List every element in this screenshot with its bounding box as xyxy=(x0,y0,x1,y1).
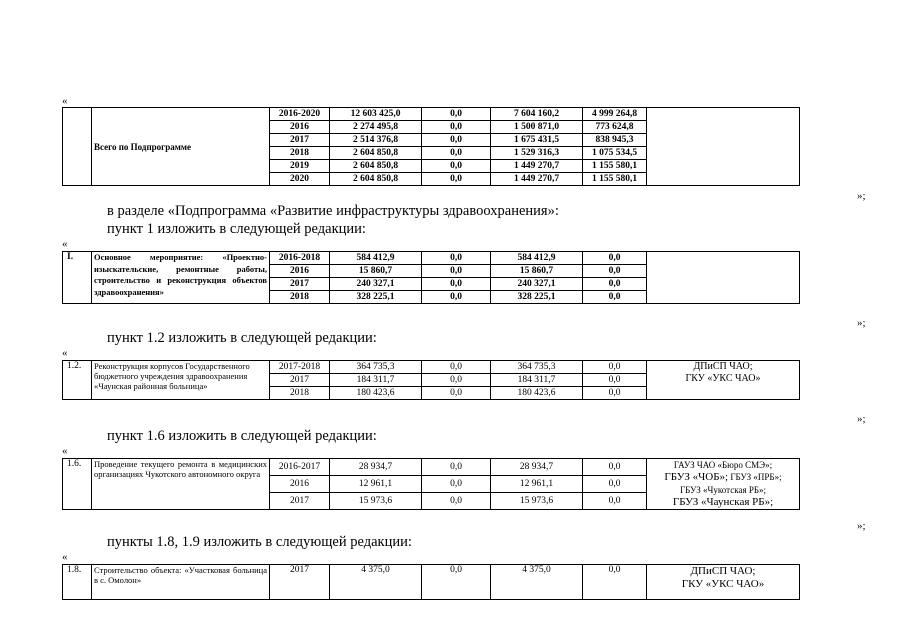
amount-federal-cell: 0,0 xyxy=(422,476,491,493)
table-row xyxy=(63,252,800,265)
amount-other-cell: 0,0 xyxy=(583,252,647,265)
amount-total-cell: 4 375,0 xyxy=(330,565,422,600)
executor-cell xyxy=(647,361,800,400)
amount-other-cell: 0,0 xyxy=(583,387,647,400)
period-cell: 2017 xyxy=(270,278,330,291)
amount-other-cell: 0,0 xyxy=(583,374,647,387)
amount-regional-cell: 4 375,0 xyxy=(491,565,583,600)
amount-total-cell: 2 604 850,8 xyxy=(330,147,422,160)
amount-federal-cell: 0,0 xyxy=(422,121,491,134)
amount-total-cell: 2 514 376,8 xyxy=(330,134,422,147)
amount-regional-cell: 328 225,1 xyxy=(491,291,583,304)
amount-total-cell: 584 412,9 xyxy=(330,252,422,265)
amount-other-cell: 0,0 xyxy=(583,459,647,476)
close-quote: »; xyxy=(857,413,866,425)
amount-total-cell: 2 274 495,8 xyxy=(330,121,422,134)
subprogram-total-table xyxy=(62,107,800,186)
amount-regional-cell: 180 423,6 xyxy=(491,387,583,400)
item-number: I. xyxy=(63,252,92,304)
open-quote: « xyxy=(62,238,68,250)
amount-federal-cell: 0,0 xyxy=(422,108,491,121)
executor-line xyxy=(649,459,797,471)
amount-total-cell: 328 225,1 xyxy=(330,291,422,304)
executor-cell xyxy=(647,252,800,304)
item-name: Проведение текущего ремонта в медицинских организациях Чукотского автономного округа xyxy=(92,459,270,510)
amount-federal-cell: 0,0 xyxy=(422,565,491,600)
amount-regional-cell: 12 961,1 xyxy=(491,476,583,493)
amount-regional-cell: 7 604 160,2 xyxy=(491,108,583,121)
amount-other-cell: 0,0 xyxy=(583,493,647,510)
item-number: 1.8. xyxy=(63,565,92,600)
period-cell: 2016 xyxy=(270,265,330,278)
amount-other-cell: 1 155 580,1 xyxy=(583,160,647,173)
amount-total-cell: 15 973,6 xyxy=(330,493,422,510)
executor-text: ДПиСП ЧАО; xyxy=(693,361,753,372)
period-cell: 2017 xyxy=(270,493,330,510)
amount-total-cell: 2 604 850,8 xyxy=(330,173,422,186)
amount-federal-cell: 0,0 xyxy=(422,252,491,265)
item-name: Строительство объекта: «Участковая больница в с. Омолон» xyxy=(92,565,270,600)
item16-table xyxy=(62,458,800,510)
amount-other-cell: 838 945,3 xyxy=(583,134,647,147)
open-quote: « xyxy=(62,347,68,359)
executor-cell xyxy=(647,565,800,600)
amount-other-cell: 0,0 xyxy=(583,476,647,493)
table-row xyxy=(63,108,800,121)
amount-other-cell: 4 999 264,8 xyxy=(583,108,647,121)
period-cell: 2018 xyxy=(270,387,330,400)
amount-regional-cell: 1 449 270,7 xyxy=(491,173,583,186)
executor-text: ГБУЗ «ПРБ»; xyxy=(728,472,782,482)
amount-federal-cell: 0,0 xyxy=(422,173,491,186)
period-cell: 2020 xyxy=(270,173,330,186)
executor-line xyxy=(649,496,797,509)
item-name: Основное мероприятие: «Проектно-изыскательские, ремонтные работы, строительство и реконструкция объектов здравоохранения» xyxy=(92,252,270,304)
period-cell: 2016-2018 xyxy=(270,252,330,265)
amount-regional-cell: 1 529 316,3 xyxy=(491,147,583,160)
executor-text: ГБУЗ «Чукотская РБ»; xyxy=(679,485,767,495)
amount-regional-cell: 15 860,7 xyxy=(491,265,583,278)
amount-total-cell: 180 423,6 xyxy=(330,387,422,400)
amount-regional-cell: 240 327,1 xyxy=(491,278,583,291)
item18-table xyxy=(62,564,800,600)
amount-other-cell: 1 075 534,5 xyxy=(583,147,647,160)
amount-federal-cell: 0,0 xyxy=(422,387,491,400)
open-quote: « xyxy=(62,551,68,563)
open-quote: « xyxy=(62,445,68,457)
executor-cell xyxy=(647,108,800,186)
close-quote: »; xyxy=(857,520,866,532)
item12-instruction-text: пункт 1.2 изложить в следующей редакции: xyxy=(107,330,377,346)
amount-federal-cell: 0,0 xyxy=(422,134,491,147)
amount-total-cell: 12 961,1 xyxy=(330,476,422,493)
amount-federal-cell: 0,0 xyxy=(422,291,491,304)
amount-federal-cell: 0,0 xyxy=(422,459,491,476)
amount-total-cell: 364 735,3 xyxy=(330,361,422,374)
item-name: Всего по Подпрограмме xyxy=(92,108,270,186)
amount-regional-cell: 184 311,7 xyxy=(491,374,583,387)
item1-table xyxy=(62,251,800,304)
item-number: 1.2. xyxy=(63,361,92,400)
period-cell: 2019 xyxy=(270,160,330,173)
amount-federal-cell: 0,0 xyxy=(422,278,491,291)
amount-regional-cell: 364 735,3 xyxy=(491,361,583,374)
executor-line: ГКУ «УКС ЧАО» xyxy=(681,578,765,590)
table-row xyxy=(63,459,800,476)
amount-regional-cell: 28 934,7 xyxy=(491,459,583,476)
period-cell: 2017 xyxy=(270,374,330,387)
executor-text: ГБУЗ «ЧОБ»; xyxy=(664,471,729,483)
table-row xyxy=(63,565,800,600)
item12-table xyxy=(62,360,800,400)
executor-text: ГАУЗ ЧАО «Бюро СМЭ»; xyxy=(673,460,773,470)
item-number xyxy=(63,108,92,186)
amount-regional-cell: 1 500 871,0 xyxy=(491,121,583,134)
executor-line xyxy=(649,361,797,373)
amount-federal-cell: 0,0 xyxy=(422,374,491,387)
executor-line xyxy=(649,471,797,484)
executor-line xyxy=(649,373,797,385)
amount-total-cell: 15 860,7 xyxy=(330,265,422,278)
amount-other-cell: 0,0 xyxy=(583,278,647,291)
amount-other-cell: 0,0 xyxy=(583,565,647,600)
amount-other-cell: 1 155 580,1 xyxy=(583,173,647,186)
period-cell: 2017 xyxy=(270,134,330,147)
amount-total-cell: 12 603 425,0 xyxy=(330,108,422,121)
amount-other-cell: 0,0 xyxy=(583,361,647,374)
item1-instruction-text: пункт 1 изложить в следующей редакции: xyxy=(107,221,366,237)
amount-regional-cell: 15 973,6 xyxy=(491,493,583,510)
executor-cell xyxy=(647,459,800,510)
period-cell: 2016 xyxy=(270,476,330,493)
period-cell: 2018 xyxy=(270,291,330,304)
close-quote: »; xyxy=(857,190,866,202)
amount-regional-cell: 1 675 431,5 xyxy=(491,134,583,147)
period-cell: 2016-2017 xyxy=(270,459,330,476)
amount-total-cell: 2 604 850,8 xyxy=(330,160,422,173)
executor-text: ГКУ «УКС ЧАО» xyxy=(685,373,761,384)
period-cell: 2016 xyxy=(270,121,330,134)
amount-regional-cell: 584 412,9 xyxy=(491,252,583,265)
amount-total-cell: 184 311,7 xyxy=(330,374,422,387)
amount-federal-cell: 0,0 xyxy=(422,265,491,278)
amount-total-cell: 28 934,7 xyxy=(330,459,422,476)
period-cell: 2017 xyxy=(270,565,330,600)
executor-text: ГБУЗ «Чаунская РБ»; xyxy=(672,496,774,508)
amount-other-cell: 773 624,8 xyxy=(583,121,647,134)
item-name: Реконструкция корпусов Государственного бюджетного учреждения здравоохранения «Чаунская районная больница» xyxy=(92,361,270,400)
amount-federal-cell: 0,0 xyxy=(422,147,491,160)
amount-regional-cell: 1 449 270,7 xyxy=(491,160,583,173)
executor-line: ДПиСП ЧАО; xyxy=(690,565,756,577)
item-number: 1.6. xyxy=(63,459,92,510)
amount-federal-cell: 0,0 xyxy=(422,493,491,510)
open-quote: « xyxy=(62,95,68,107)
period-cell: 2018 xyxy=(270,147,330,160)
section-heading-text: в разделе «Подпрограмма «Развитие инфраструктуры здравоохранения»: xyxy=(107,203,559,219)
amount-federal-cell: 0,0 xyxy=(422,160,491,173)
amount-total-cell: 240 327,1 xyxy=(330,278,422,291)
amount-other-cell: 0,0 xyxy=(583,265,647,278)
period-cell: 2017-2018 xyxy=(270,361,330,374)
amount-other-cell: 0,0 xyxy=(583,291,647,304)
executor-line xyxy=(649,484,797,496)
amount-federal-cell: 0,0 xyxy=(422,361,491,374)
close-quote: »; xyxy=(857,317,866,329)
item18-instruction-text: пункты 1.8, 1.9 изложить в следующей редакции: xyxy=(107,534,412,550)
period-cell: 2016-2020 xyxy=(270,108,330,121)
item16-instruction-text: пункт 1.6 изложить в следующей редакции: xyxy=(107,428,377,444)
table-row xyxy=(63,361,800,374)
